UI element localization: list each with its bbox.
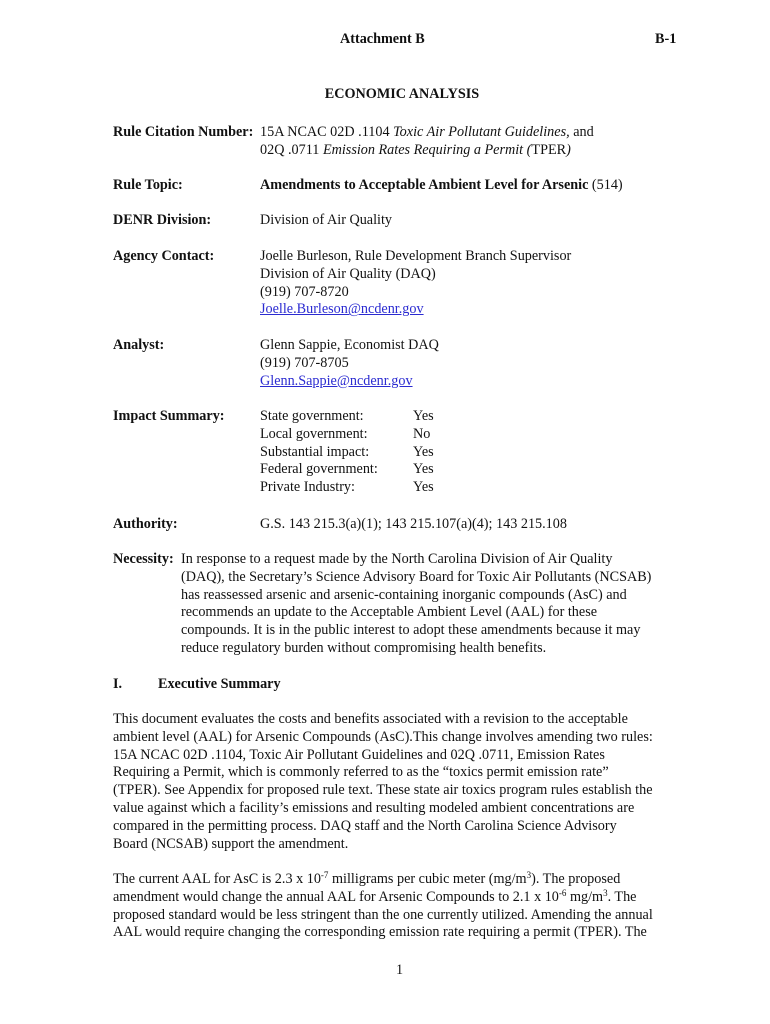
rule-topic-row: [113, 177, 688, 197]
impact-item: [260, 444, 690, 462]
text-run: amendment would change the annual AAL for Arsenic Compounds to 2.1 x 10: [113, 888, 559, 905]
impact-value: Yes: [413, 408, 434, 424]
citation-abbrev: TPER: [531, 141, 567, 158]
paragraph-line: value against which a facility’s emissions and resulting modeled ambient concentrations are: [113, 799, 635, 816]
page-code: B-1: [655, 31, 677, 47]
impact-summary-row: [113, 408, 688, 500]
rule-citation-label: Rule Citation Number:: [113, 124, 254, 140]
necessity-line: compounds. It is in the public interest to adopt these amendments because it may: [181, 622, 641, 639]
paragraph-line: ambient level (AAL) for Arsenic Compounds (AsC).This change involves amending two rules:: [113, 728, 653, 745]
impact-key: Local government:: [260, 425, 368, 442]
necessity-line: In response to a request made by the North Carolina Division of Air Quality: [181, 551, 613, 567]
text-run: mg/m: [566, 888, 604, 905]
necessity-line: has reassessed arsenic and arsenic-containing inorganic compounds (AsC) and: [181, 586, 627, 603]
paragraph-line: This document evaluates the costs and benefits associated with a revision to the acceptable: [113, 711, 628, 727]
impact-summary-list: [260, 408, 690, 497]
superscript: -7: [320, 870, 329, 880]
agency-contact-label: Agency Contact:: [113, 248, 215, 264]
text-run: The current AAL for AsC is 2.3 x 10: [113, 871, 321, 887]
citation-code-2: 02Q .0711: [260, 141, 323, 158]
section-number: I.: [113, 676, 123, 692]
citation-paren-close: ): [566, 141, 571, 158]
analyst-phone: (919) 707-8705: [260, 354, 349, 371]
contact-name: Joelle Burleson, Rule Development Branch Supervisor: [260, 248, 572, 264]
denr-division-row: [113, 212, 688, 232]
rule-topic-label: Rule Topic:: [113, 177, 183, 193]
contact-division: Division of Air Quality (DAQ): [260, 265, 436, 282]
citation-title-2: Emission Rates Requiring a Permit (: [322, 141, 532, 158]
analyst-label: Analyst:: [113, 337, 165, 353]
text-run: milligrams per cubic meter (mg/m: [328, 871, 527, 887]
necessity-line: reduce regulatory burden without compromising health benefits.: [181, 639, 547, 656]
rule-topic-number: (514): [588, 177, 623, 193]
citation-title-1: Toxic Air Pollutant Guidelines,: [393, 124, 570, 140]
impact-value: Yes: [413, 461, 434, 478]
necessity-line: recommends an update to the Acceptable Ambient Level (AAL) for these: [181, 604, 598, 621]
impact-item: [260, 461, 690, 479]
page-number: 1: [396, 962, 404, 978]
necessity-block: [113, 551, 693, 661]
rule-citation-value: [260, 124, 690, 160]
impact-item: [260, 479, 690, 497]
impact-item: [260, 408, 690, 426]
exec-summary-paragraph-2: [113, 871, 693, 942]
analyst-email-link[interactable]: Glenn.Sappie@ncdenr.gov: [260, 372, 413, 389]
impact-key: State government:: [260, 408, 364, 424]
document-title: ECONOMIC ANALYSIS: [324, 86, 480, 102]
denr-division-value: Division of Air Quality: [260, 212, 393, 228]
rule-topic-value: Amendments to Acceptable Ambient Level for Arsenic: [260, 177, 589, 193]
denr-division-label: DENR Division:: [113, 212, 212, 228]
agency-contact-row: [113, 248, 688, 322]
paragraph-line: Requiring a Permit, which is commonly referred to as the “toxics permit emission rate”: [113, 764, 609, 781]
exec-summary-paragraph-1: [113, 711, 693, 853]
necessity-text: [181, 551, 693, 658]
analyst-row: [113, 337, 688, 393]
rule-citation-row: [113, 124, 688, 164]
paragraph-line: Board (NCSAB) support the amendment.: [113, 835, 349, 852]
citation-conj: and: [569, 124, 594, 140]
impact-key: Federal government:: [260, 461, 378, 478]
paragraph-line: AAL would require changing the corresponding emission rate requiring a permit (TPER). The: [113, 924, 647, 941]
paragraph-line: compared in the permitting process. DAQ staff and the North Carolina Science Advisory: [113, 817, 617, 834]
section-title: Executive Summary: [158, 676, 281, 692]
impact-value: No: [413, 425, 431, 442]
contact-phone: (919) 707-8720: [260, 283, 349, 300]
paragraph-line: (TPER). See Appendix for proposed rule text. These state air toxics program rules establish the: [113, 782, 653, 799]
citation-code-1: 15A NCAC 02D .1104: [260, 124, 394, 140]
superscript: 3: [526, 870, 532, 880]
contact-email-link[interactable]: Joelle.Burleson@ncdenr.gov: [260, 301, 424, 318]
paragraph-line: proposed standard would be less stringent than the one currently utilized. Amending the annual: [113, 906, 653, 923]
impact-key: Substantial impact:: [260, 443, 370, 460]
superscript: 3: [603, 887, 608, 898]
necessity-line: (DAQ), the Secretary’s Science Advisory Board for Toxic Air Pollutants (NCSAB): [181, 568, 652, 585]
impact-value: Yes: [413, 443, 434, 460]
impact-value: Yes: [413, 479, 434, 496]
impact-item: [260, 426, 690, 444]
text-run: ). The proposed: [531, 871, 621, 887]
superscript: -6: [558, 887, 567, 898]
necessity-label: Necessity:: [113, 551, 174, 567]
authority-value: G.S. 143 215.3(a)(1); 143 215.107(a)(4); 143 215.108: [260, 516, 567, 532]
attachment-header: Attachment B: [340, 31, 425, 47]
paragraph-line: 15A NCAC 02D .1104, Toxic Air Pollutant Guidelines and 02Q .0711, Emission Rates: [113, 746, 605, 763]
authority-row: [113, 516, 688, 536]
text-run: . The: [607, 888, 637, 905]
impact-key: Private Industry:: [260, 479, 355, 496]
paragraph-line: [113, 889, 693, 907]
paragraph-line: [113, 871, 693, 889]
impact-summary-label: Impact Summary:: [113, 408, 225, 424]
authority-label: Authority:: [113, 516, 178, 532]
analyst-name: Glenn Sappie, Economist DAQ: [260, 337, 439, 353]
